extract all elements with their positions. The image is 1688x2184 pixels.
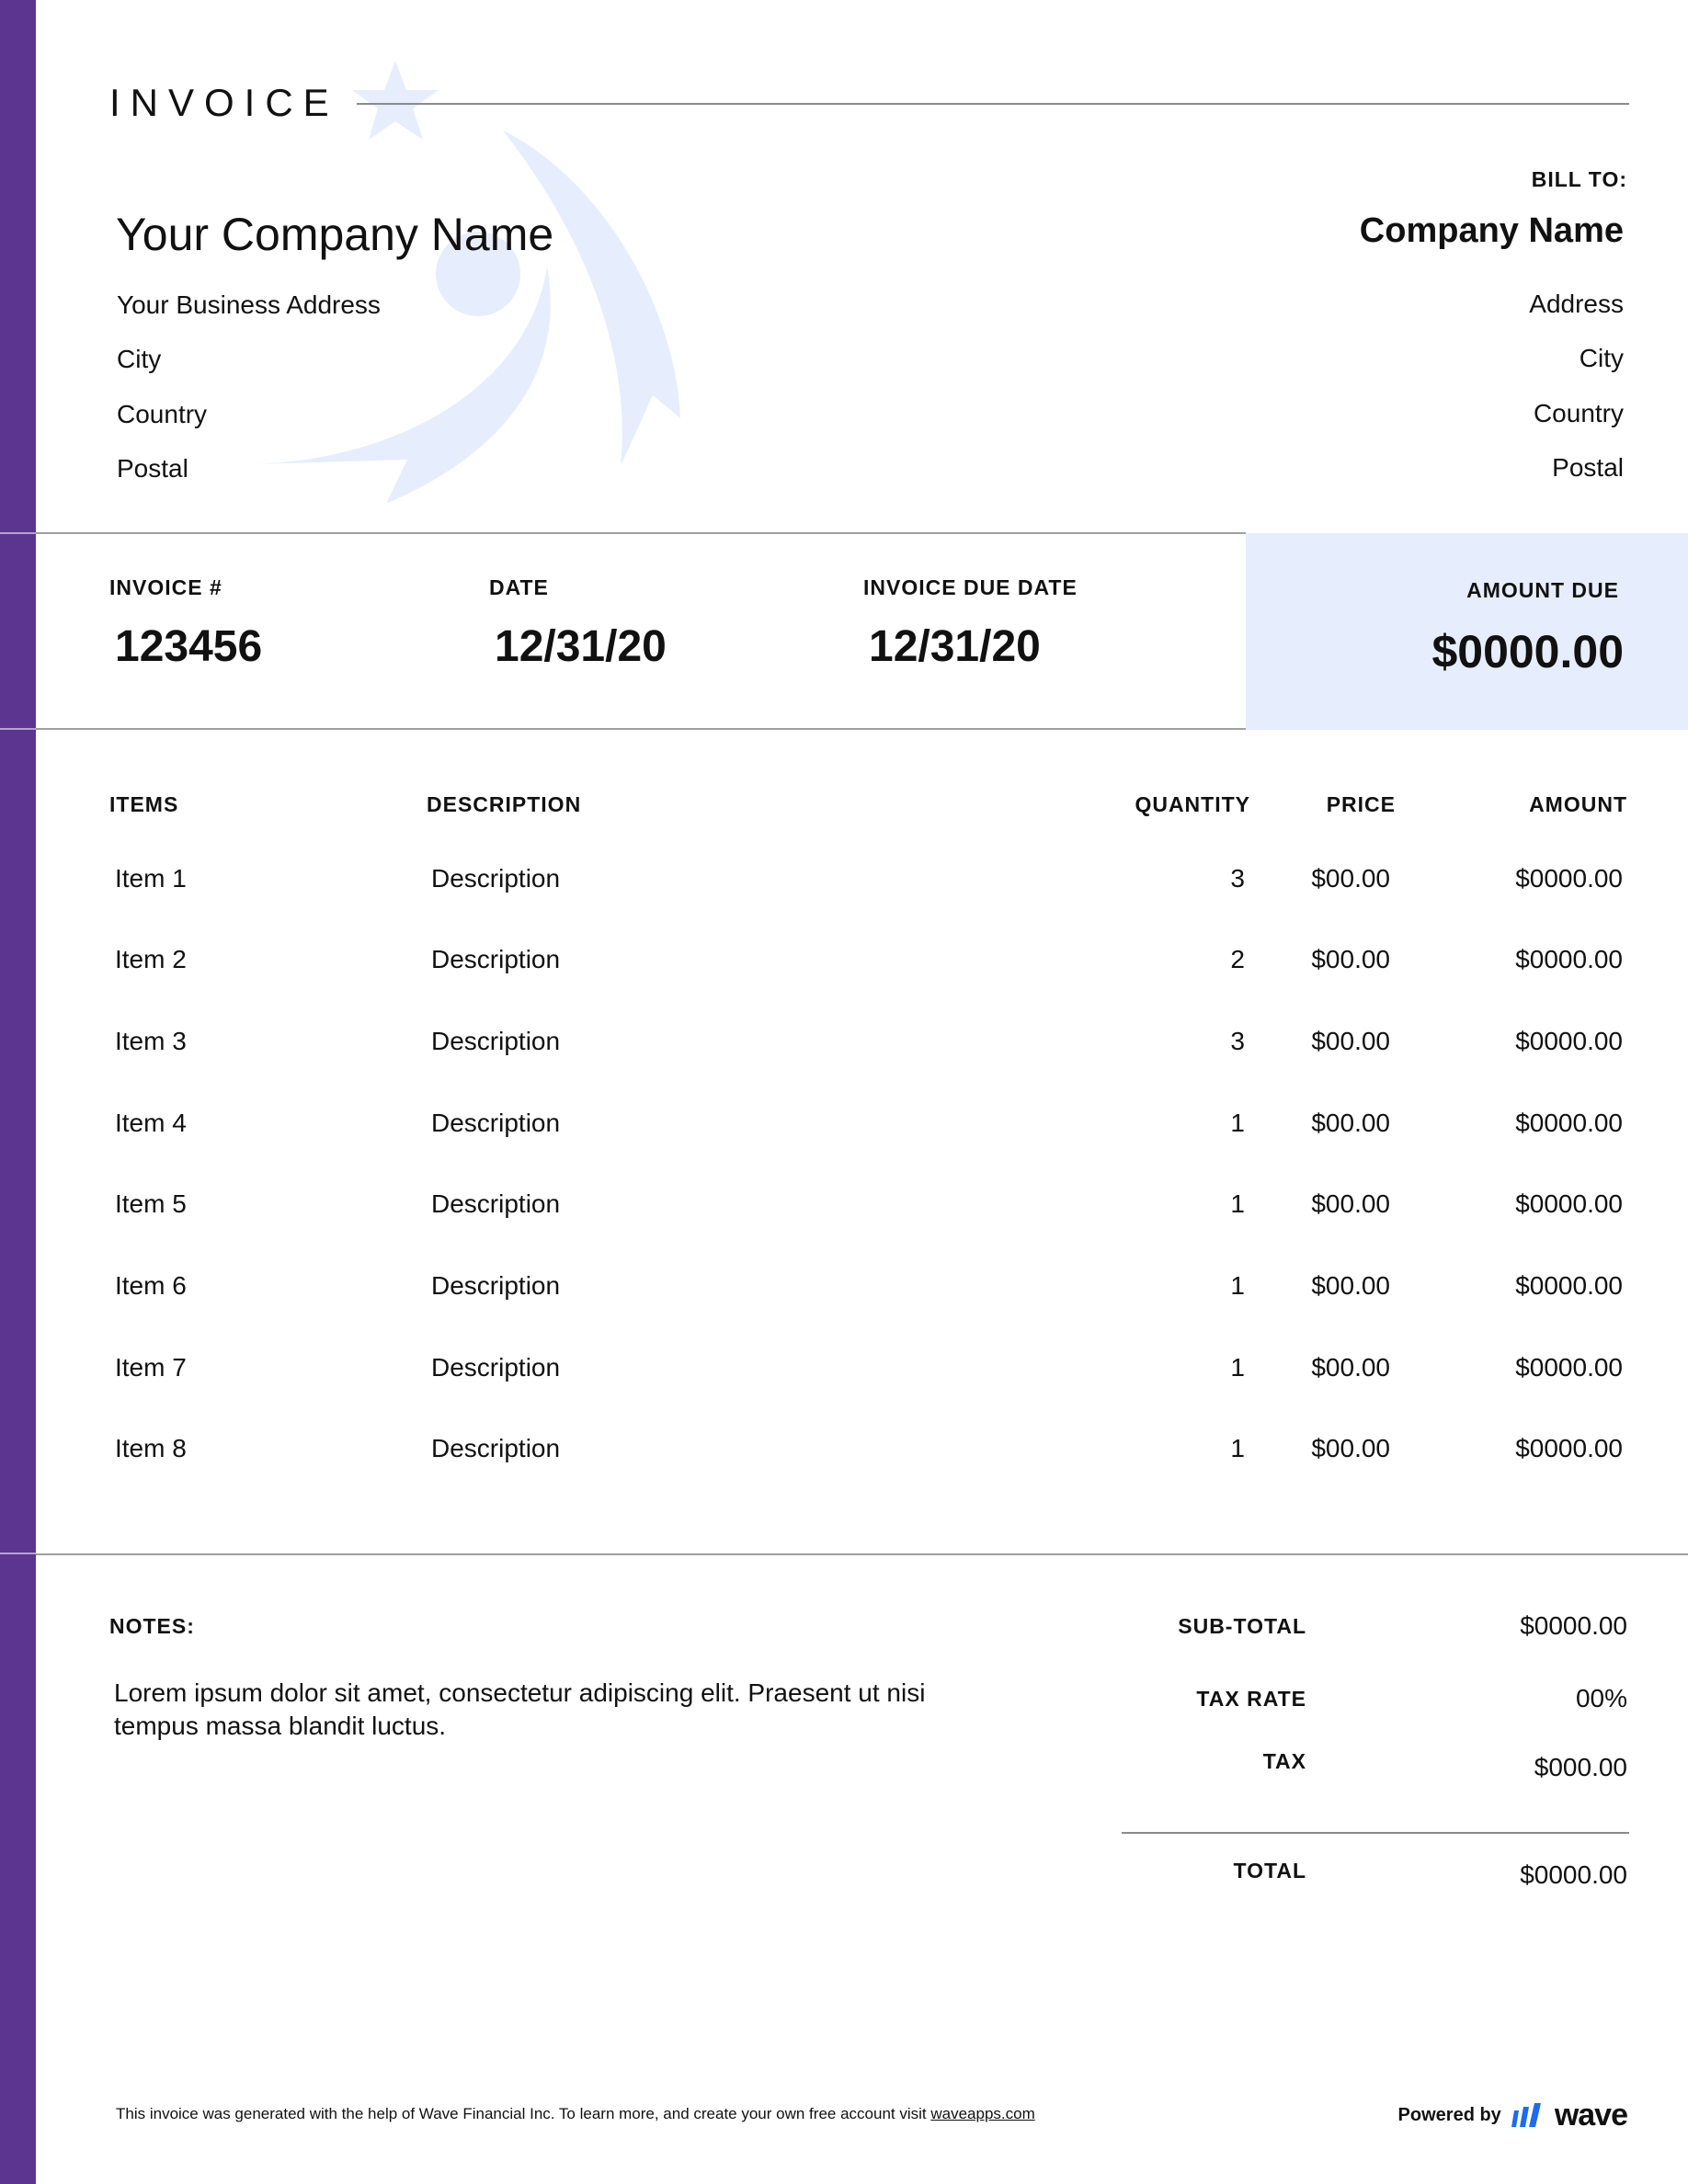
- item-amount: $0000.00: [1515, 864, 1623, 893]
- item-amount: $0000.00: [1515, 1109, 1623, 1137]
- tax-label: TAX: [1262, 1749, 1306, 1773]
- amount-column-header: AMOUNT: [1529, 792, 1627, 816]
- powered-by-wave[interactable]: [1398, 2098, 1627, 2133]
- invoice-date: 12/31/20: [495, 622, 667, 671]
- item-amount: $0000.00: [1515, 1027, 1623, 1055]
- item-quantity: 1: [1230, 1271, 1245, 1300]
- wave-brand-name: wave: [1554, 2098, 1627, 2133]
- item-name: Item 8: [115, 1434, 187, 1462]
- footer-disclaimer: [116, 2105, 1035, 2123]
- item-amount: $0000.00: [1515, 1271, 1623, 1300]
- item-description: Description: [431, 945, 561, 973]
- powered-by-label: Powered by: [1397, 2105, 1501, 2125]
- invoice-number: 123456: [115, 622, 263, 671]
- wave-logo-icon: [1511, 2101, 1545, 2131]
- table-row: [0, 1189, 1688, 1226]
- sidebar-tick: [0, 1553, 36, 1554]
- item-price: $00.00: [1311, 1027, 1390, 1055]
- item-amount: $0000.00: [1515, 1434, 1623, 1462]
- sender-company-name: Your Company Name: [116, 209, 554, 260]
- amount-due-value: $0000.00: [1431, 626, 1624, 677]
- quantity-column-header: QUANTITY: [1135, 792, 1250, 816]
- item-name: Item 2: [115, 945, 187, 973]
- total-label: TOTAL: [1233, 1859, 1306, 1883]
- table-row: [0, 945, 1688, 982]
- item-price: $00.00: [1311, 1353, 1390, 1382]
- invoice-number-label: INVOICE #: [109, 575, 222, 599]
- item-quantity: 1: [1230, 1189, 1245, 1218]
- item-name: Item 4: [115, 1109, 187, 1137]
- sender-city: City: [117, 345, 162, 373]
- due-date-label: INVOICE DUE DATE: [863, 575, 1078, 599]
- table-row: [0, 1271, 1688, 1308]
- items-column-header: ITEMS: [109, 792, 179, 816]
- item-name: Item 1: [115, 864, 187, 893]
- table-row: [0, 864, 1688, 901]
- table-bottom-divider: [36, 1553, 1688, 1555]
- item-quantity: 1: [1230, 1434, 1245, 1462]
- meta-top-divider: [36, 532, 1246, 534]
- item-quantity: 1: [1230, 1109, 1245, 1137]
- item-name: Item 3: [115, 1027, 187, 1055]
- footer-text: This invoice was generated with the help of Wave Financial Inc. To learn more, and create your own free account visit: [116, 2105, 931, 2122]
- sidebar-tick: [0, 728, 36, 730]
- description-column-header: DESCRIPTION: [427, 792, 582, 816]
- amount-due-label: AMOUNT DUE: [1466, 578, 1619, 602]
- bill-to-country: Country: [1533, 399, 1624, 427]
- item-description: Description: [431, 1271, 561, 1300]
- item-name: Item 5: [115, 1189, 187, 1218]
- item-description: Description: [431, 1189, 561, 1218]
- item-price: $00.00: [1311, 864, 1390, 893]
- sidebar-tick: [0, 532, 36, 534]
- sidebar-accent: [0, 0, 36, 2184]
- table-row: [0, 1353, 1688, 1390]
- item-quantity: 2: [1230, 945, 1245, 973]
- notes-text: Lorem ipsum dolor sit amet, consectetur adipiscing elit. Praesent ut nisi tempus massa blandit luctus.: [114, 1678, 926, 1740]
- total-divider: [1122, 1832, 1629, 1834]
- item-description: Description: [431, 1353, 561, 1382]
- item-price: $00.00: [1311, 1271, 1390, 1300]
- item-name: Item 6: [115, 1271, 187, 1300]
- waveapps-link[interactable]: waveapps.com: [930, 2105, 1035, 2122]
- item-description: Description: [431, 1027, 561, 1055]
- sender-postal: Postal: [117, 454, 188, 483]
- item-price: $00.00: [1311, 1434, 1390, 1462]
- bill-to-label: BILL TO:: [1531, 167, 1627, 191]
- item-amount: $0000.00: [1515, 1353, 1623, 1382]
- subtotal-label: SUB-TOTAL: [1178, 1614, 1306, 1638]
- item-price: $00.00: [1311, 1109, 1390, 1137]
- tax-value: $000.00: [1534, 1753, 1627, 1781]
- item-description: Description: [431, 864, 561, 893]
- bill-to-city: City: [1579, 344, 1624, 372]
- total-value: $0000.00: [1520, 1860, 1627, 1889]
- item-quantity: 1: [1230, 1353, 1245, 1382]
- sender-country: Country: [117, 400, 208, 428]
- item-price: $00.00: [1311, 1189, 1390, 1218]
- price-column-header: PRICE: [1326, 792, 1396, 816]
- item-amount: $0000.00: [1515, 945, 1623, 973]
- due-date: 12/31/20: [869, 622, 1041, 671]
- table-row: [0, 1109, 1688, 1145]
- meta-bottom-divider: [36, 728, 1246, 730]
- bill-to-company-name: Company Name: [1359, 211, 1624, 250]
- bill-to-postal: Postal: [1552, 453, 1624, 482]
- item-description: Description: [431, 1109, 561, 1137]
- tax-rate-value: 00%: [1575, 1684, 1627, 1712]
- subtotal-value: $0000.00: [1520, 1611, 1627, 1640]
- tax-rate-label: TAX RATE: [1196, 1687, 1306, 1711]
- title-divider: [357, 103, 1629, 105]
- item-name: Item 7: [115, 1353, 187, 1382]
- date-label: DATE: [489, 575, 549, 599]
- bill-to-address: Address: [1529, 290, 1624, 318]
- invoice-title: INVOICE: [109, 81, 339, 124]
- table-row: [0, 1434, 1688, 1471]
- table-row: [0, 1027, 1688, 1064]
- item-description: Description: [431, 1434, 561, 1462]
- item-amount: $0000.00: [1515, 1189, 1623, 1218]
- item-quantity: 3: [1230, 1027, 1245, 1055]
- item-quantity: 3: [1230, 864, 1245, 893]
- notes-label: NOTES:: [109, 1614, 195, 1638]
- sender-address: Your Business Address: [117, 290, 381, 319]
- item-price: $00.00: [1311, 945, 1390, 973]
